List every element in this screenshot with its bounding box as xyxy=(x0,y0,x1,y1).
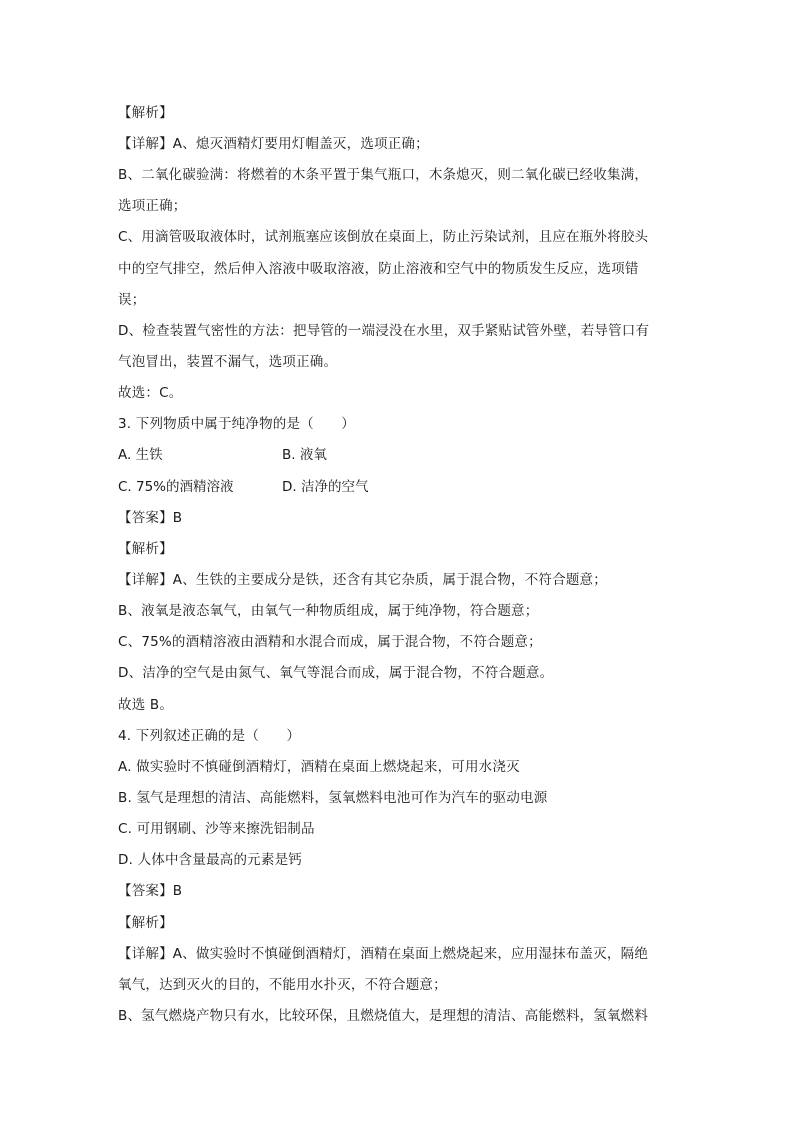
conclusion-line: 故选：C。 xyxy=(118,385,183,401)
analysis-heading: 【解析】 xyxy=(118,541,173,557)
detail-line: 选项正确； xyxy=(118,198,187,214)
q4-option-d: D. 人体中含量最高的元素是钙 xyxy=(118,852,302,868)
detail-line: D、洁净的空气是由氮气、氧气等混合而成，属于混合物，不符合题意。 xyxy=(118,665,554,681)
detail-line: B、氢气燃烧产物只有水，比较环保，且燃烧值大，是理想的清洁、高能燃料，氢氧燃料 xyxy=(118,1008,649,1024)
detail-line: B、二氧化碳验满：将燃着的木条平置于集气瓶口，木条熄灭，则二氧化碳已经收集满， xyxy=(118,167,649,183)
analysis-heading: 【解析】 xyxy=(118,915,173,931)
detail-line: D、检查装置气密性的方法：把导管的一端浸没在水里，双手紧贴试管外壁，若导管口有 xyxy=(118,323,650,339)
q4-option-a: A. 做实验时不慎碰倒酒精灯，酒精在桌面上燃烧起来，可用水浇灭 xyxy=(118,759,520,775)
detail-line: 氧气，达到灭火的目的，不能用水扑灭，不符合题意； xyxy=(118,977,447,993)
answer-line: 【答案】B xyxy=(118,883,183,899)
detail-line: 【详解】A、做实验时不慎碰倒酒精灯，酒精在桌面上燃烧起来，应用湿抹布盖灭，隔绝 xyxy=(118,946,649,962)
detail-line: C、75%的酒精溶液由酒精和水混合而成，属于混合物，不符合题意； xyxy=(118,634,542,650)
q3-option-b: B. 液氧 xyxy=(282,447,327,463)
answer-line: 【答案】B xyxy=(118,510,183,526)
detail-line: 【详解】A、熄灭酒精灯要用灯帽盖灭，选项正确； xyxy=(118,136,429,152)
conclusion-line: 故选 B。 xyxy=(118,697,174,713)
detail-line: 【详解】A、生铁的主要成分是铁，还含有其它杂质，属于混合物，不符合题意； xyxy=(118,572,607,588)
question-4: 4. 下列叙述正确的是（ ） xyxy=(118,728,301,744)
question-3: 3. 下列物质中属于纯净物的是（ ） xyxy=(118,416,355,432)
detail-line: 气泡冒出，装置不漏气，选项正确。 xyxy=(118,354,338,370)
q3-option-d: D. 洁净的空气 xyxy=(282,479,369,495)
q3-option-a: A. 生铁 xyxy=(118,447,163,463)
detail-line: B、液氧是液态氧气，由氧气一种物质组成，属于纯净物，符合题意； xyxy=(118,603,539,619)
analysis-heading: 【解析】 xyxy=(118,105,173,121)
q4-option-c: C. 可用钢刷、沙等来擦洗铝制品 xyxy=(118,821,315,837)
detail-line: 中的空气排空，然后伸入溶液中吸取溶液，防止溶液和空气中的物质发生反应，选项错 xyxy=(118,261,639,277)
q4-option-b: B. 氢气是理想的清洁、高能燃料，氢氧燃料电池可作为汽车的驱动电源 xyxy=(118,790,548,806)
detail-line: 误； xyxy=(118,292,146,308)
detail-line: C、用滴管吸取液体时，试剂瓶塞应该倒放在桌面上，防止污染试剂，且应在瓶外将胶头 xyxy=(118,229,649,245)
q3-option-c: C. 75%的酒精溶液 xyxy=(118,479,234,495)
